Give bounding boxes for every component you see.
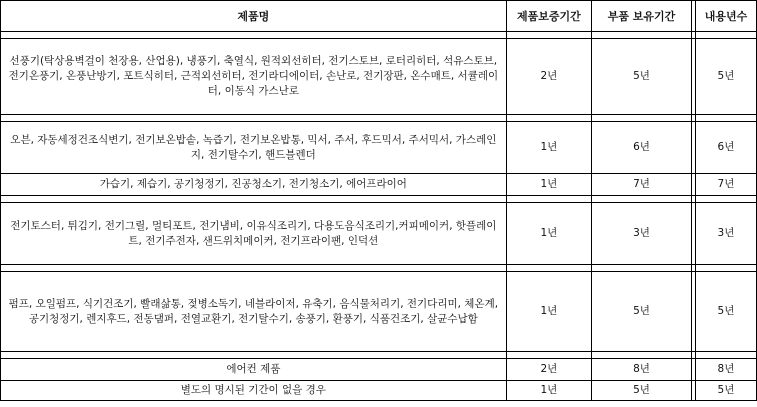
table-row <box>1 203 757 265</box>
table-row <box>1 122 757 174</box>
life-cell: 8년 <box>695 359 756 381</box>
life-cell: 5년 <box>695 381 756 401</box>
warranty-cell: 1년 <box>506 174 591 196</box>
parts-cell: 3년 <box>592 203 692 265</box>
header-life: 내용년수 <box>695 1 756 32</box>
warranty-cell: 2년 <box>506 39 591 115</box>
table-row <box>1 359 757 381</box>
product-cell: 별도의 명시된 기간이 없을 경우 <box>1 381 507 401</box>
product-cell: 선풍기(탁상용벽걸이 천장용, 산업용), 냉풍기, 축열식, 원적외선히터, 전기스토브, 로터리히터, 석유스토브, 전기온풍기, 온풍난방기, 포트식히터, 근적외선히터, 전기라디에이터, 손난로, 전기장판, 온수매트, 서큘레이터, 이동식 가스난로 <box>1 39 507 115</box>
table-row <box>1 39 757 115</box>
parts-cell: 7년 <box>592 174 692 196</box>
header-row <box>1 1 757 32</box>
life-cell: 3년 <box>695 203 756 265</box>
header-parts: 부품 보유기간 <box>592 1 692 32</box>
warranty-cell: 1년 <box>506 203 591 265</box>
parts-cell: 6년 <box>592 122 692 174</box>
warranty-cell: 1년 <box>506 122 591 174</box>
product-cell: 펌프, 오일펌프, 식기건조기, 빨래삶통, 젖병소독기, 네블라이저, 유축기, 음식물처리기, 전기다리미, 체온계, 공기청정기, 렌지후드, 전동댐퍼, 전열교환기, 전기탈수기, 송풍기, 환풍기, 식품건조기, 살균수납함 <box>1 272 507 352</box>
warranty-cell: 2년 <box>506 359 591 381</box>
table-row <box>1 272 757 352</box>
life-cell: 5년 <box>695 272 756 352</box>
parts-cell: 8년 <box>592 359 692 381</box>
table-row <box>1 381 757 401</box>
parts-cell: 5년 <box>592 39 692 115</box>
parts-cell: 5년 <box>592 381 692 401</box>
product-cell: 에어컨 제품 <box>1 359 507 381</box>
product-cell: 가습기, 제습기, 공기청정기, 진공청소기, 전기청소기, 에어프라이어 <box>1 174 507 196</box>
product-cell: 전기토스터, 튀김기, 전기그릴, 멀티포트, 전기냄비, 이유식조리기, 다용도음식조리기,커피메이커, 핫플레이트, 전기주전자, 샌드위치메이커, 전기프라이팬, 인덕션 <box>1 203 507 265</box>
life-cell: 5년 <box>695 39 756 115</box>
header-product: 제품명 <box>1 1 507 32</box>
product-cell: 오븐, 자동세정건조식변기, 전기보온밥솥, 녹즙기, 전기보온밥통, 믹서, 주서, 후드믹서, 주서믹서, 가스레인지, 전기탈수기, 핸드블렌더 <box>1 122 507 174</box>
warranty-cell: 1년 <box>506 272 591 352</box>
parts-cell: 5년 <box>592 272 692 352</box>
warranty-cell: 1년 <box>506 381 591 401</box>
header-warranty: 제품보증기간 <box>506 1 591 32</box>
life-cell: 7년 <box>695 174 756 196</box>
table-row <box>1 174 757 196</box>
life-cell: 6년 <box>695 122 756 174</box>
